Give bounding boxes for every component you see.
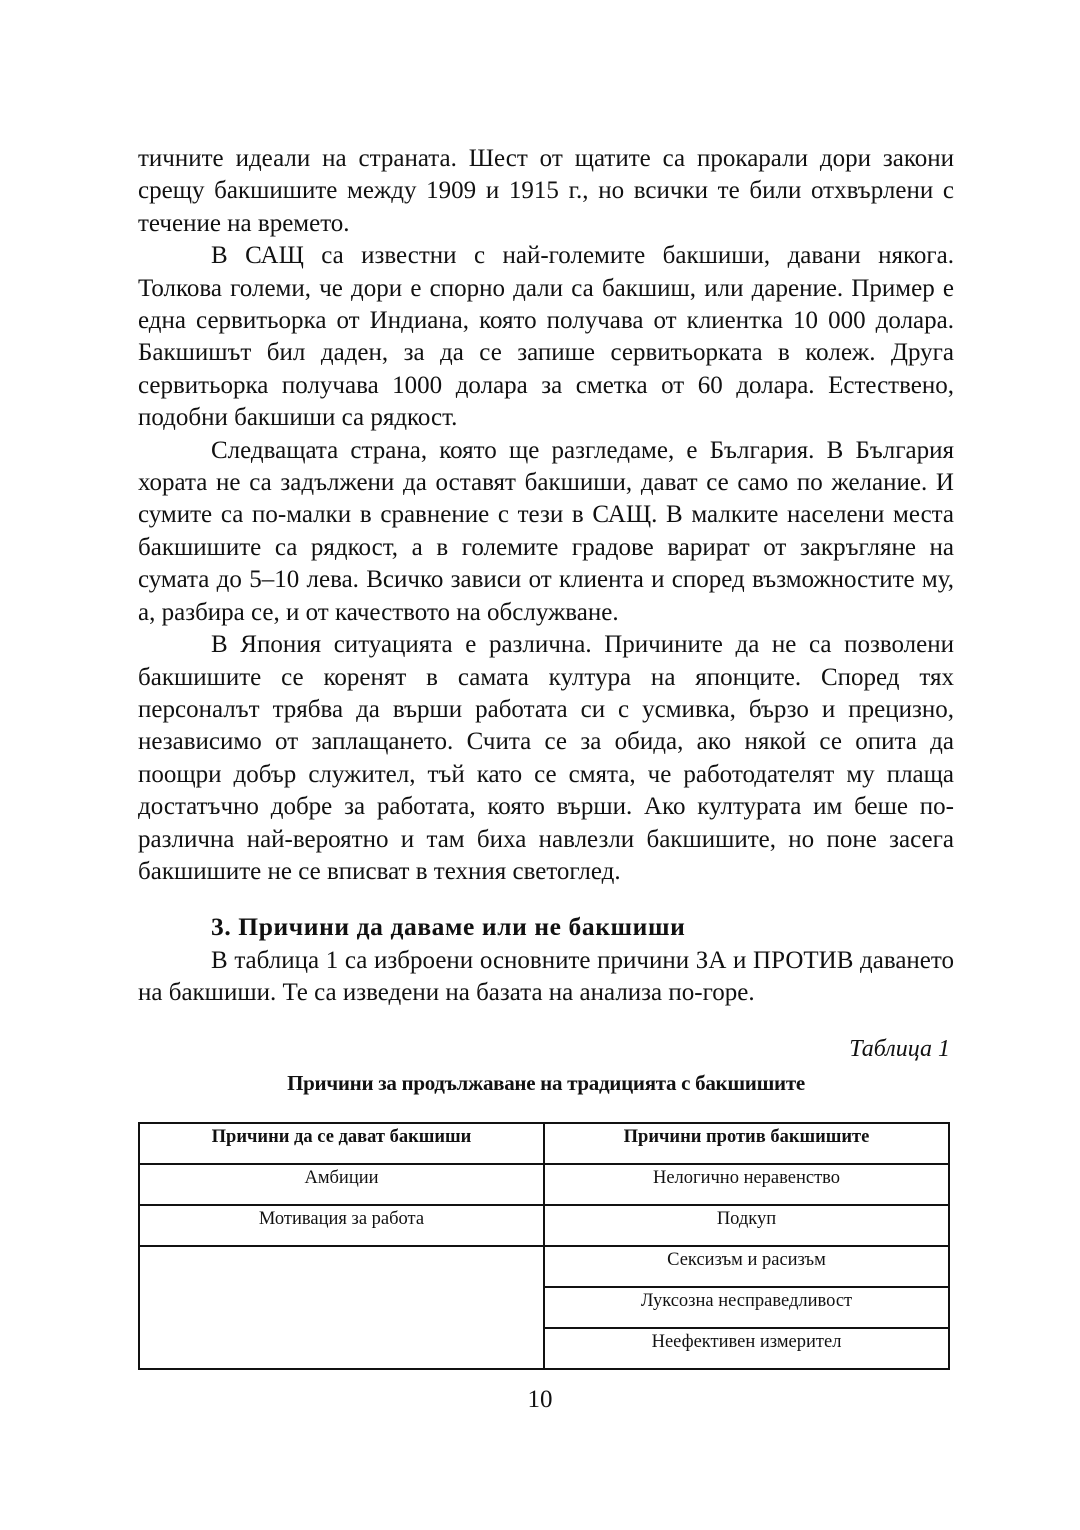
page-number: 10 [527,1386,553,1413]
for-cell-empty [139,1246,544,1369]
against-cell: Подкуп [544,1205,949,1246]
against-cell: Нелогично неравенство [544,1164,949,1205]
against-cell: Неефективен измерител [544,1328,949,1369]
paragraph-japan: В Япония ситуацията е различна. Причините да не са позволени бакшишите се коренят в самата култура на японците. Според тях персоналът трябва да върши работата си с усмивка, бързо и прецизно, независимо от заплащането. Счита се за обида, ако някой се опита да поощри добър служител, тъй като се смята, че работодателят му плаща достатъчно добре за работата, която върши. Ако културата им беше по-различна най-вероятно и там биха навлезли бакшишите, но поне засега бакшишите не се вписват в техния светоглед. [138,631,954,885]
header-against: Причини против бакшишите [544,1123,949,1164]
header-for: Причини да се дават бакшиши [139,1123,544,1164]
paragraph-continuation: тичните идеали на страната. Шест от щатите са прокарали дори закони срещу бакшишите между 1909 и 1915 г., но всички те били отхвърлени с течение на времето. [138,145,954,237]
paragraph-bulgaria: Следващата страна, която ще разгледаме, е България. В България хората не са задължени да оставят бакшиши, дават се само по желание. И сумите са по-малки в сравнение с тези в САЩ. В малките населени места бакшишите са рядкост, а в големите градове варират от закръгляне на сумата до 5–10 лева. Всичко зависи от клиента и според възможностите му, а, разбира се, и от качеството на обслужване. [138,436,954,626]
table-row [139,1164,949,1205]
section-body [138,945,954,1010]
body-text [138,143,954,888]
for-cell: Амбиции [139,1164,544,1205]
table-label: Таблица 1 [849,1036,950,1062]
against-cell: Луксозна несправедливост [544,1287,949,1328]
reasons-table [138,1122,950,1370]
for-cell: Мотивация за работа [139,1205,544,1246]
table-header-row [139,1123,949,1164]
table-row [139,1205,949,1246]
section-paragraph: В таблица 1 са изброени основните причини ЗА и ПРОТИВ даването на бакшиши. Те са изведени на базата на анализа по-горе. [138,947,954,1007]
against-cell: Сексизъм и расизъм [544,1246,949,1287]
table-row [139,1246,949,1287]
table-title: Причини за продължаване на традицията с бакшишите [287,1071,805,1095]
section-heading: 3. Причини да даваме или не бакшиши [211,912,686,941]
paragraph-usa: В САЩ са известни с най-големите бакшиши, давани някога. Толкова големи, че дори е спорно дали са бакшиш, или дарение. Пример е една сервитьорка от Индиана, която получава от клиентка 10 000 долара. Бакшишът бил даден, за да се запише сервитьорката в колеж. Друга сервитьорка получава 1000 долара за сметка от 60 долара. Естествено, подобни бакшиши са рядкост. [138,242,954,432]
